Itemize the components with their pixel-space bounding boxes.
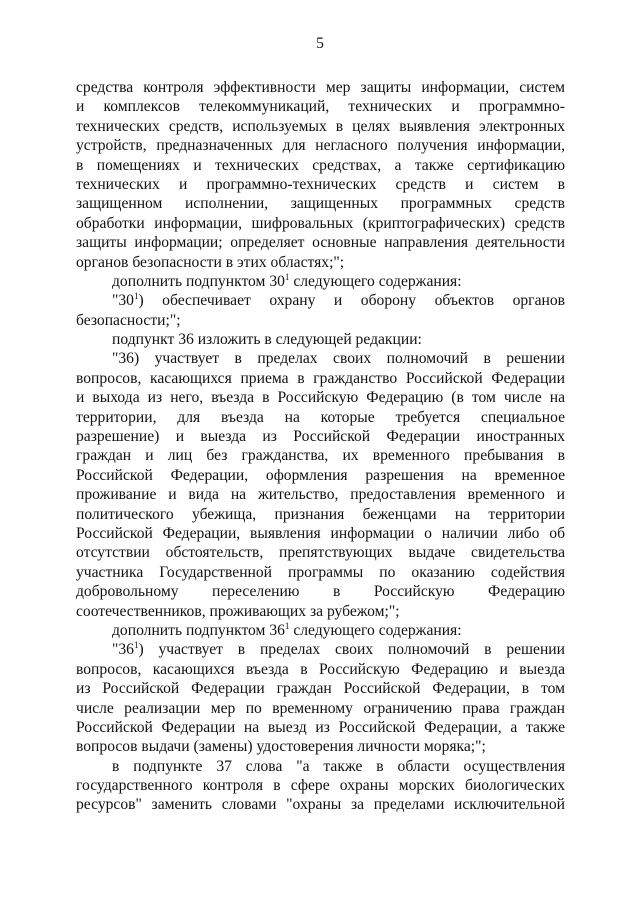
text-line — [76, 349, 565, 368]
text-line — [76, 233, 565, 252]
text-line-content: подпункт 36 изложить в следующей редакции: — [112, 331, 422, 349]
text-line-content: территории, для въезда на которые требуется специальное — [76, 408, 565, 426]
text-line-content: числе реализации мер по временному ограничению права граждан — [76, 699, 565, 717]
text-line-content: вопросов, касающихся приема в гражданство Российской Федерации — [76, 369, 565, 387]
text-line — [76, 582, 565, 601]
text-line — [76, 699, 565, 718]
text-line-content: органов безопасности в этих областях;"; — [76, 253, 345, 271]
text-line-content: дополнить подпунктом 36 — [112, 621, 285, 639]
text-line-content: проживание и вида на жительство, предоставления временного и — [76, 486, 565, 504]
text-line-content: защищенном исполнении, защищенных программных средств — [76, 195, 565, 213]
text-line — [76, 543, 565, 562]
text-line — [76, 524, 565, 543]
text-line — [76, 640, 565, 659]
text-line-content: Российской Федерации на выезд из Российской Федерации, а также — [76, 718, 565, 736]
text-line — [76, 660, 565, 679]
page-number: 5 — [316, 35, 324, 52]
superscript: 1 — [284, 271, 290, 282]
text-line-content: защиты информации; определяет основные направления деятельности — [76, 234, 565, 252]
text-line — [76, 446, 565, 465]
text-line-content: участника Государственной программы по оказанию содействия — [76, 563, 565, 581]
text-line — [76, 156, 565, 175]
text-line-content: технических и программно-технических средств и систем в — [76, 175, 565, 193]
text-line-content: и выхода из него, въезда в Российскую Федерацию (в том числе на — [76, 389, 565, 407]
text-line-content: средства контроля эффективности мер защиты информации, систем — [76, 79, 565, 96]
text-line-content: отсутствии обстоятельств, препятствующих выдаче свидетельства — [76, 544, 565, 562]
text-line — [76, 737, 565, 756]
text-line-content: Российской Федерации, оформления разрешения на временное — [76, 466, 565, 484]
text-line — [76, 408, 565, 427]
text-line — [76, 563, 565, 582]
text-line — [76, 776, 565, 795]
text-line-content: "30 — [112, 292, 134, 310]
text-line — [76, 136, 565, 155]
text-line-content: и комплексов телекоммуникаций, технических и программно- — [76, 98, 565, 116]
text-line-content: государственного контроля в сфере охраны морских биологических — [76, 777, 565, 795]
text-line — [76, 757, 565, 776]
text-line-content: разрешение) и выезда из Российской Федерации иностранных — [76, 428, 565, 446]
text-line-content: Российской Федерации, выявления информации о наличии либо об — [76, 524, 565, 542]
text-line — [76, 97, 565, 116]
text-line-continuation: ) обеспечивает охрану и оборону объектов органов — [138, 292, 565, 310]
text-line — [76, 311, 565, 330]
superscript: 1 — [133, 291, 139, 302]
text-line — [76, 679, 565, 698]
text-line — [76, 427, 565, 446]
text-line-continuation: следующего содержания: — [289, 621, 462, 639]
text-line — [76, 291, 565, 310]
text-line — [76, 194, 565, 213]
text-line-content: ресурсов" заменить словами "охраны за пределами исключительной — [76, 796, 565, 814]
text-line-content: добровольному переселению в Российскую Федерацию — [76, 583, 565, 601]
text-line — [76, 272, 565, 291]
text-line-content: соотечественников, проживающих за рубежом;"; — [76, 602, 400, 620]
text-line — [76, 485, 565, 504]
text-line-content: дополнить подпунктом 30 — [112, 272, 285, 290]
superscript: 1 — [133, 640, 139, 651]
text-line — [76, 369, 565, 388]
text-line — [76, 621, 565, 640]
text-line-content: вопросов выдачи (замены) удостоверения личности моряка;"; — [76, 738, 486, 756]
text-line — [76, 330, 565, 349]
text-line — [76, 505, 565, 524]
text-line-content: "36) участвует в пределах своих полномочий в решении — [112, 350, 565, 368]
text-line — [76, 602, 565, 621]
text-line-content: технических средств, используемых в целях выявления электронных — [76, 117, 565, 135]
text-line-content: политического убежища, признания беженцами на территории — [76, 505, 565, 523]
text-line — [76, 78, 565, 97]
text-line — [76, 466, 565, 485]
text-line-content: граждан и лиц без гражданства, их временного пребывания в — [76, 447, 565, 465]
text-line-content: устройств, предназначенных для негласного получения информации, — [76, 137, 565, 155]
text-line — [76, 795, 565, 814]
text-line-content: в подпункте 37 слова "а также в области осуществления — [112, 757, 565, 775]
text-line — [76, 718, 565, 737]
text-line-content: из Российской Федерации граждан Российской Федерации, в том — [76, 680, 565, 698]
text-line-content: вопросов, касающихся въезда в Российскую Федерацию и выезда — [76, 660, 565, 678]
text-line — [76, 175, 565, 194]
text-line — [76, 388, 565, 407]
text-line-continuation: следующего содержания: — [289, 272, 462, 290]
text-line — [76, 214, 565, 233]
text-line — [76, 253, 565, 272]
text-line-content: безопасности;"; — [76, 311, 181, 329]
text-line-content: в помещениях и технических средствах, а также сертификацию — [76, 156, 565, 174]
text-line — [76, 117, 565, 136]
superscript: 1 — [284, 620, 290, 631]
document-body — [76, 78, 565, 815]
text-line-content: обработки информации, шифровальных (криптографических) средств — [76, 214, 565, 232]
text-line-continuation: ) участвует в пределах своих полномочий в решении — [138, 641, 565, 659]
text-line-content: "36 — [112, 641, 134, 659]
